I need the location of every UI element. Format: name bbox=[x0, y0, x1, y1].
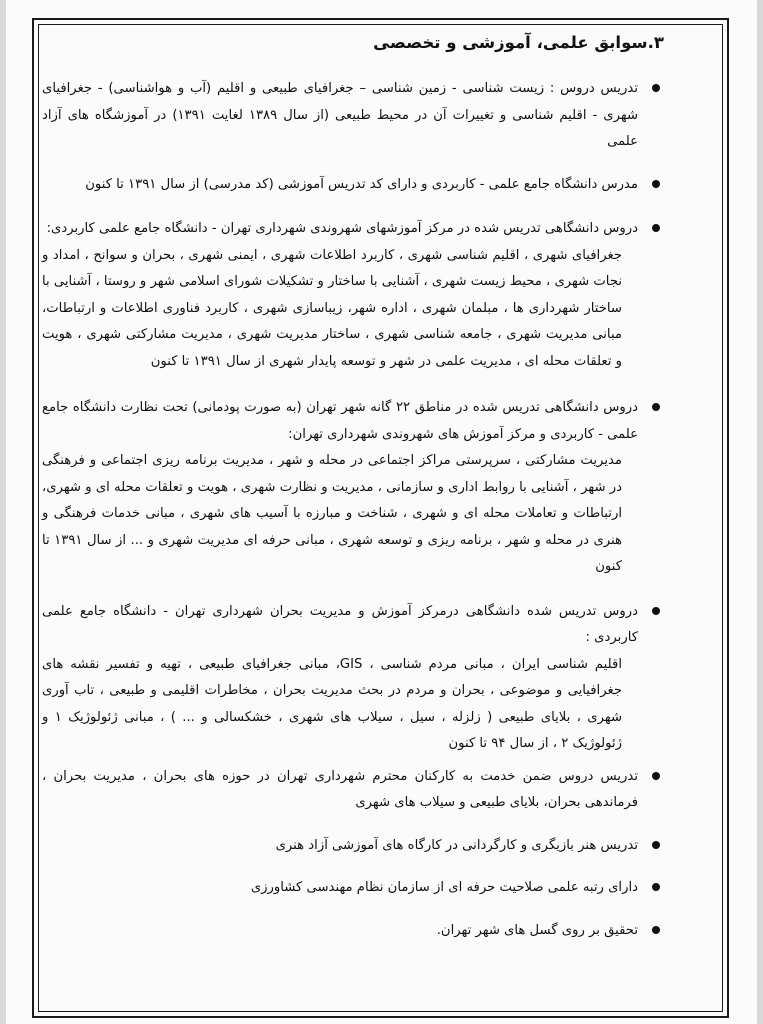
list-item bbox=[42, 875, 664, 902]
item-subtext: جغرافیای شهری ، اقلیم شناسی شهری ، کاربرد اطلاعات شهری ، ایمنی شهری ، بحران و سوانح ، امداد و نجات شهری ، محیط زیست شهری ، آشنایی با ساختار و تشکیلات شورای اسلامی شهر و روستا ، آشنایی با ساختار شهرداری ها ، مبلمان شهری ، اداره شهر، زیباسازی شهری ، کاربرد فناوری اطلاعات و ارتباطات، مبانی مدیریت شهری ، جامعه شناسی شهری ، ساختار مدیریت شهری ، مدیریت مشارکتی شهری ، هویت و تعلقات محله ای ، مدیریت علمی در شهر و توسعه پایدار شهری از سال ۱۳۹۱ تا کنون bbox=[42, 247, 622, 369]
item-subtext: اقلیم شناسی ایران ، مبانی مردم شناسی ، GIS، مبانی جغرافیای طبیعی ، تهیه و تفسیر نقشه های جغرافیایی و موضوعی ، بحران و مردم در بحث مدیریت بحران ، مخاطرات اقلیمی و طبیعی ، تاب آوری شهری ، بلایای طبیعی ( زلزله ، سیل ، سیلاب های شهری ، خشکسالی و ... ) ، مبانی ژئولوژیک ۱ و ژئولوژیک ۲ ، از سال ۹۴ تا کنون bbox=[42, 656, 622, 751]
bullet-icon bbox=[652, 772, 660, 780]
section-heading: ۳.سوابق علمی، آموزشی و تخصصی bbox=[373, 33, 664, 52]
item-text: تدریس دروس : زیست شناسی - زمین شناسی – جغرافیای طبیعی و اقلیم (آب و هواشناسی) - جغرافیای شهری - اقلیم شناسی و تغییرات آن در محیط طبیعی (از سال ۱۳۸۹ لغایت ۱۳۹۱) در آموزشگاه های آزاد علمی bbox=[42, 81, 639, 149]
list-item bbox=[42, 599, 664, 758]
list-item bbox=[42, 395, 664, 581]
bullet-icon bbox=[652, 224, 660, 232]
bullet-icon bbox=[652, 926, 660, 934]
item-text: دروس دانشگاهی تدریس شده در مرکز آموزشهای شهروندی شهرداری تهران - دانشگاه جامع علمی کاربردی: bbox=[46, 221, 638, 236]
item-text: دروس تدریس شده دانشگاهی درمرکز آموزش و مدیریت بحران شهرداری تهران - دانشگاه جامع علمی کاربردی : bbox=[42, 603, 638, 645]
bullet-icon bbox=[652, 180, 660, 188]
list-item bbox=[42, 76, 664, 156]
item-text: تدریس دروس ضمن خدمت به کارکنان محترم شهرداری تهران در حوزه های بحران ، مدیریت بحران ، فرماندهی بحران، بلایای طبیعی و سیلاب های شهری bbox=[42, 768, 638, 810]
bullet-icon bbox=[652, 883, 660, 891]
list-item bbox=[42, 216, 664, 375]
item-text: دروس دانشگاهی تدریس شده در مناطق ۲۲ گانه شهر تهران (به صورت پودمانی) تحت نظارت دانشگاه جامع علمی - کاربردی و مرکز آموزش های شهروندی شهرداری تهران: bbox=[42, 400, 639, 442]
bullet-icon bbox=[652, 403, 660, 411]
bullet-icon bbox=[652, 841, 660, 849]
document-content bbox=[42, 30, 664, 944]
item-text: تدریس هنر بازیگری و کارگردانی در کارگاه های آموزشی آزاد هنری bbox=[275, 837, 638, 853]
item-subtext: مدیریت مشارکتی ، سرپرستی مراکز اجتماعی در محله و شهر ، مدیریت برنامه ریزی اجتماعی و فرهنگی در شهر ، آشنایی با روابط اداری و سازمانی ، مدیریت و نظارت شهری ، هویت و تعلقات محله ای و شهری، ارتباطات و تعاملات محله ای و شهری ، شناخت و مبارزه با آسیب های شهری ، مبانی خدمات فرهنگی و هنری در محله و شهر ، برنامه ریزی و توسعه شهری ، مبانی حرفه ای مدیریت شهری و ... از سال ۱۳۹۱ تا کنون bbox=[42, 453, 623, 574]
document-page bbox=[6, 0, 757, 1024]
list-item bbox=[42, 918, 664, 945]
item-text: تحقیق بر روی گسل های شهر تهران. bbox=[436, 922, 638, 938]
experience-list bbox=[42, 76, 664, 944]
item-text: مدرس دانشگاه جامع علمی - کاربردی و دارای کد تدریس آموزشی (کد مدرسی) از سال ۱۳۹۱ تا کنون bbox=[85, 176, 638, 192]
item-text: دارای رتبه علمی صلاحیت حرفه ای از سازمان نظام مهندسی کشاورزی bbox=[250, 880, 638, 895]
list-item bbox=[42, 833, 664, 860]
list-item bbox=[42, 764, 664, 817]
list-item bbox=[42, 172, 664, 199]
bullet-icon bbox=[652, 607, 660, 615]
bullet-icon bbox=[652, 84, 660, 92]
